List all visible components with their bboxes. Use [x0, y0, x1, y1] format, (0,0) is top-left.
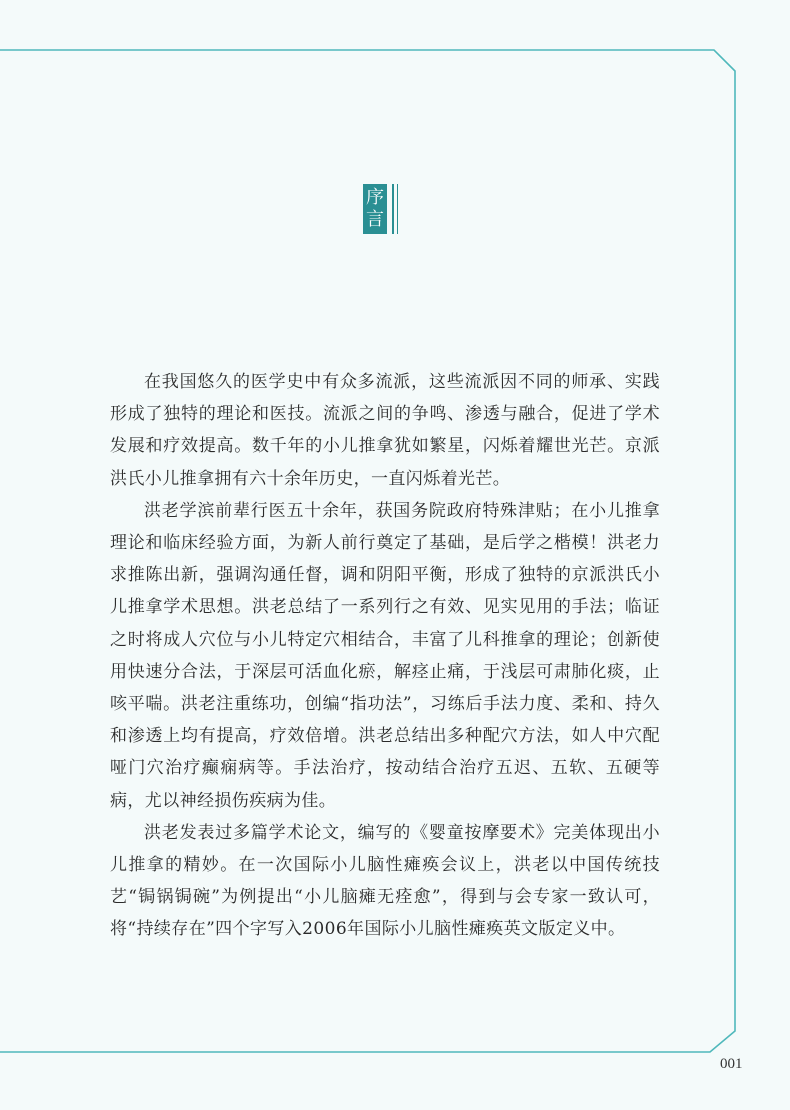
paragraph-3: 洪老发表过多篇学术论文，编写的《婴童按摩要术》完美体现出小儿推拿的精妙。在一次国际小儿脑性瘫痪会议上，洪老以中国传统技艺“锔锅锔碗”为例提出“小儿脑瘫无痊愈”，得到与会专家一致认可，将“持续存在”四个字写入2006年国际小儿脑性瘫痪英文版定义中。 — [110, 822, 660, 940]
title-bar-thick — [392, 184, 394, 234]
title-bar-thin — [397, 184, 398, 234]
title-char-1: 序 — [366, 187, 384, 208]
preface-title — [363, 184, 398, 234]
paragraph-1: 在我国悠久的医学史中有众多流派，这些流派因不同的师承、实践形成了独特的理论和医技。流派之间的争鸣、渗透与融合，促进了学术发展和疗效提高。数千年的小儿推拿犹如繁星，闪烁着耀世光芒。京派洪氏小儿推拿拥有六十余年历史，一直闪烁着光芒。 — [110, 372, 660, 489]
title-box — [363, 184, 387, 234]
title-char-2: 言 — [366, 209, 384, 230]
page-number: 001 — [720, 1056, 743, 1072]
paragraph-2: 洪老学滨前辈行医五十余年，获国务院政府特殊津贴；在小儿推拿理论和临床经验方面，为新人前行奠定了基础，是后学之楷模！洪老力求推陈出新，强调沟通任督，调和阴阳平衡，形成了独特的京派洪氏小儿推拿学术思想。洪老总结了一系列行之有效、见实见用的手法；临证之时将成人穴位与小儿特定穴相结合，丰富了儿科推拿的理论；创新使用快速分合法，于深层可活血化瘀，解痉止痛，于浅层可肃肺化痰，止咳平喘。洪老注重练功，创编“指功法”，习练后手法力度、柔和、持久和渗透上均有提高，疗效倍增。洪老总结出多种配穴方法，如人中穴配哑门穴治疗癫痫病等。手法治疗，按动结合治疗五迟、五软、五硬等病，尤以神经损伤疾病为佳。 — [110, 500, 660, 811]
preface-body — [110, 366, 660, 946]
